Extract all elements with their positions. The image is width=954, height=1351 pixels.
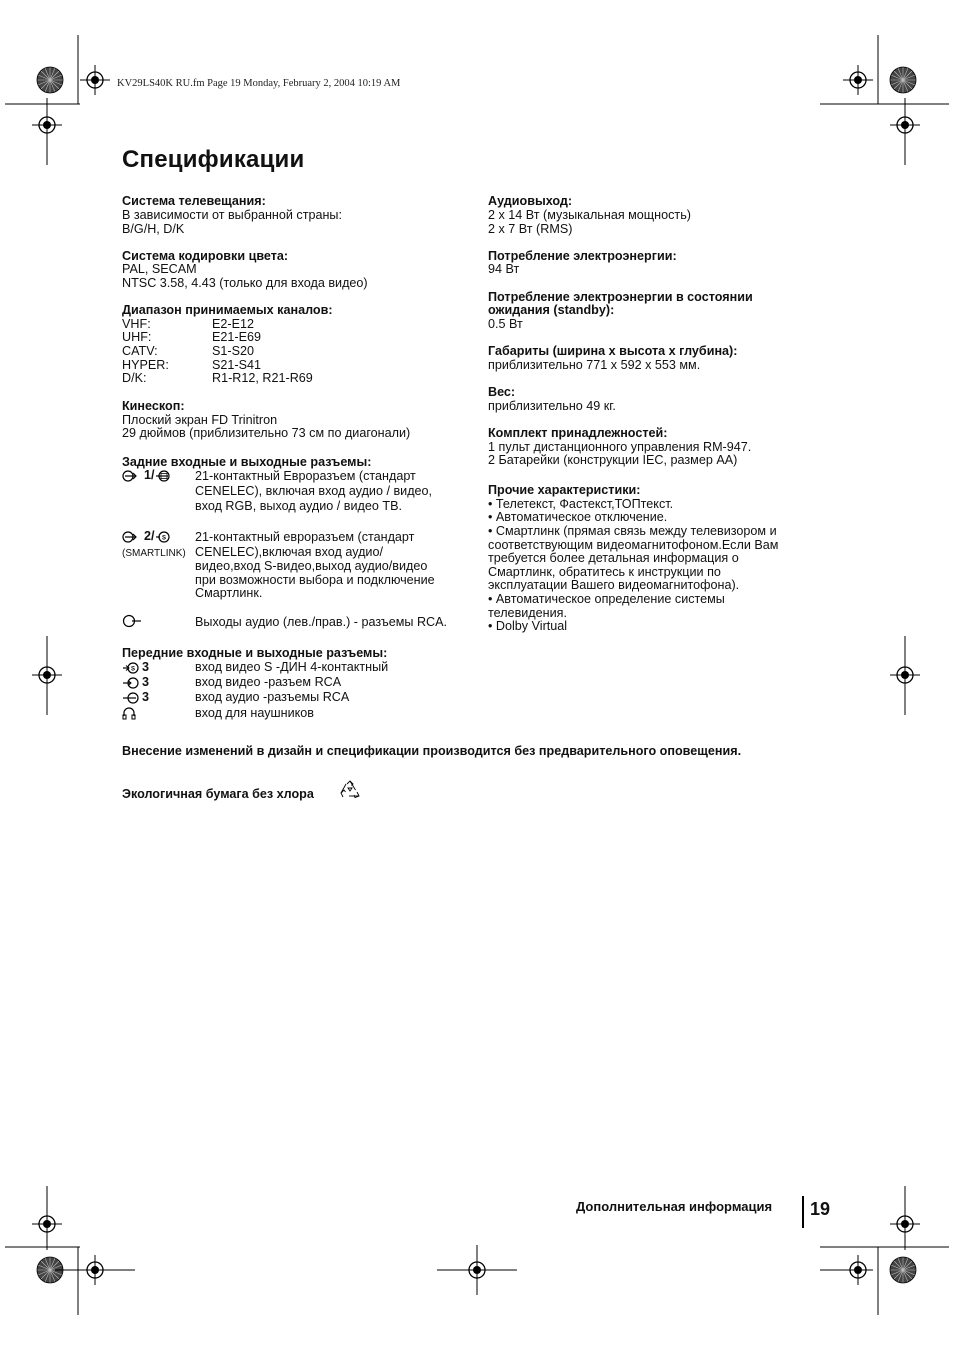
front-audio-label bbox=[122, 691, 149, 705]
accessories-line: 1 пульт дистанционного управления RM-947. bbox=[488, 440, 752, 454]
standby-heading: Потребление электроэнергии в состоянии bbox=[488, 290, 753, 304]
audio-heading: Аудиовыход: bbox=[488, 194, 573, 208]
video-input-icon bbox=[122, 677, 142, 689]
color-line: PAL, SECAM bbox=[122, 262, 197, 276]
scart2-num: 2/ bbox=[144, 529, 155, 543]
footer-divider bbox=[802, 1196, 804, 1228]
other-line: эксплуатации Вашего видеомагнитофона). bbox=[488, 578, 740, 592]
audio-line: 2 x 14 Вт (музыкальная мощность) bbox=[488, 208, 691, 222]
file-header: KV29LS40K RU.fm Page 19 Monday, February 2, 2004 10:19 AM bbox=[117, 78, 401, 89]
audio-input-icon bbox=[122, 692, 142, 704]
other-line: телевидения. bbox=[488, 606, 567, 620]
broadcast-line: В зависимости от выбранной страны: bbox=[122, 208, 342, 222]
front-heading: Передние входные и выходные разъемы: bbox=[122, 646, 388, 660]
other-heading: Прочие характеристики: bbox=[488, 483, 641, 497]
tube-heading: Кинескоп: bbox=[122, 399, 185, 413]
other-line: Смартлинк, обратитесь к инструкции по bbox=[488, 565, 721, 579]
other-line: • Смартлинк (прямая связь между телевизором и bbox=[488, 524, 777, 538]
front-text: вход видео -разъем RCA bbox=[195, 675, 342, 689]
dimensions-heading: Габариты (ширина x высота x глубина): bbox=[488, 344, 738, 358]
scart1-line: вход RGB, выход аудио / видео ТВ. bbox=[195, 499, 402, 513]
power-heading: Потребление электроэнергии: bbox=[488, 249, 677, 263]
color-line: NTSC 3.58, 4.43 (только для входа видео) bbox=[122, 276, 368, 290]
front-text: вход аудио -разъемы RCA bbox=[195, 690, 350, 704]
s-video-icon bbox=[155, 531, 171, 543]
scart1-line: CENELEC), включая вход аудио / видео, bbox=[195, 484, 433, 498]
recycle-icon bbox=[340, 780, 360, 800]
scart2-line: при возможности выбора и подключение bbox=[195, 573, 435, 587]
audio-line: 2 x 7 Вт (RMS) bbox=[488, 222, 573, 236]
headphones-icon bbox=[122, 706, 136, 720]
channel-band: HYPER: bbox=[122, 358, 169, 372]
scart2-label bbox=[122, 530, 171, 544]
standby-heading: ожидания (standby): bbox=[488, 303, 615, 317]
scart2-line: CENELEC),включая вход аудио/ bbox=[195, 545, 383, 559]
scart1-line: 21-контактный Евроразъем (стандарт bbox=[195, 469, 416, 483]
channel-band: UHF: bbox=[122, 330, 152, 344]
scart2-line: Смартлинк. bbox=[195, 586, 263, 600]
front-num: 3 bbox=[142, 660, 150, 674]
scart-input-icon bbox=[122, 531, 144, 543]
channel-range: E2-E12 bbox=[212, 317, 255, 331]
front-video-label bbox=[122, 676, 149, 690]
front-num: 3 bbox=[142, 690, 150, 704]
broadcast-line: B/G/H, D/K bbox=[122, 222, 185, 236]
power-line: 94 Вт bbox=[488, 262, 520, 276]
tube-line: 29 дюймов (приблизительно 73 см по диагонали) bbox=[122, 426, 411, 440]
change-notice: Внесение изменений в дизайн и спецификации производится без предварительного оповещения. bbox=[122, 744, 742, 758]
color-heading: Система кодировки цвета: bbox=[122, 249, 289, 263]
scart2-line: 21-контактный евроразъем (стандарт bbox=[195, 530, 415, 544]
scart1-num: 1/ bbox=[144, 468, 155, 482]
channel-range: E21-E69 bbox=[212, 330, 262, 344]
smartlink-sublabel: (SMARTLINK) bbox=[122, 548, 186, 559]
channel-range: S21-S41 bbox=[212, 358, 262, 372]
channel-band: VHF: bbox=[122, 317, 151, 331]
channel-range: R1-R12, R21-R69 bbox=[212, 371, 313, 385]
channels-heading: Диапазон принимаемых каналов: bbox=[122, 303, 333, 317]
audio-out-icon bbox=[122, 614, 144, 628]
audio-out-text: Выходы аудио (лев./прав.) - разъемы RCA. bbox=[195, 615, 448, 629]
scart1-label bbox=[122, 469, 171, 483]
weight-line: приблизительно 49 кг. bbox=[488, 399, 616, 413]
other-line: • Dolby Virtual bbox=[488, 619, 568, 633]
other-line: • Автоматическое определение системы bbox=[488, 592, 725, 606]
other-line: • Телетекст, Фастекст,ТОПтекст. bbox=[488, 497, 674, 511]
channel-band: CATV: bbox=[122, 344, 158, 358]
page-title: Спецификации bbox=[122, 146, 305, 173]
s-video-input-icon bbox=[122, 662, 142, 674]
channel-range: S1-S20 bbox=[212, 344, 255, 358]
footer-section: Дополнительная информация bbox=[576, 1199, 773, 1214]
broadcast-heading: Система телевещания: bbox=[122, 194, 266, 208]
weight-heading: Вес: bbox=[488, 385, 516, 399]
page-number: 19 bbox=[810, 1199, 831, 1219]
front-text: вход для наушников bbox=[195, 706, 314, 720]
other-line: соответствующим видеомагнитофоном.Если Вам bbox=[488, 538, 779, 552]
dimensions-line: приблизительно 771 x 592 x 553 мм. bbox=[488, 358, 701, 372]
front-num: 3 bbox=[142, 675, 150, 689]
front-text: вход видео S -ДИН 4-контактный bbox=[195, 660, 389, 674]
eco-paper-note: Экологичная бумага без хлора bbox=[122, 787, 314, 801]
standby-line: 0.5 Вт bbox=[488, 317, 523, 331]
rear-heading: Задние входные и выходные разъемы: bbox=[122, 455, 372, 469]
other-line: • Автоматическое отключение. bbox=[488, 510, 668, 524]
tube-line: Плоский экран FD Trinitron bbox=[122, 413, 278, 427]
svg-text:S: S bbox=[161, 535, 166, 542]
scart-output-icon bbox=[155, 470, 171, 482]
scart-input-icon bbox=[122, 470, 144, 482]
scart2-line: видео,вход S-видео,выход аудио/видео bbox=[195, 559, 428, 573]
other-line: требуется более детальная информация о bbox=[488, 551, 739, 565]
accessories-line: 2 Батарейки (конструкции IEC, размер AA) bbox=[488, 453, 738, 467]
front-s-video-label bbox=[122, 661, 149, 675]
channel-band: D/K: bbox=[122, 371, 147, 385]
svg-text:S: S bbox=[130, 666, 136, 673]
accessories-heading: Комплект принадлежностей: bbox=[488, 426, 668, 440]
